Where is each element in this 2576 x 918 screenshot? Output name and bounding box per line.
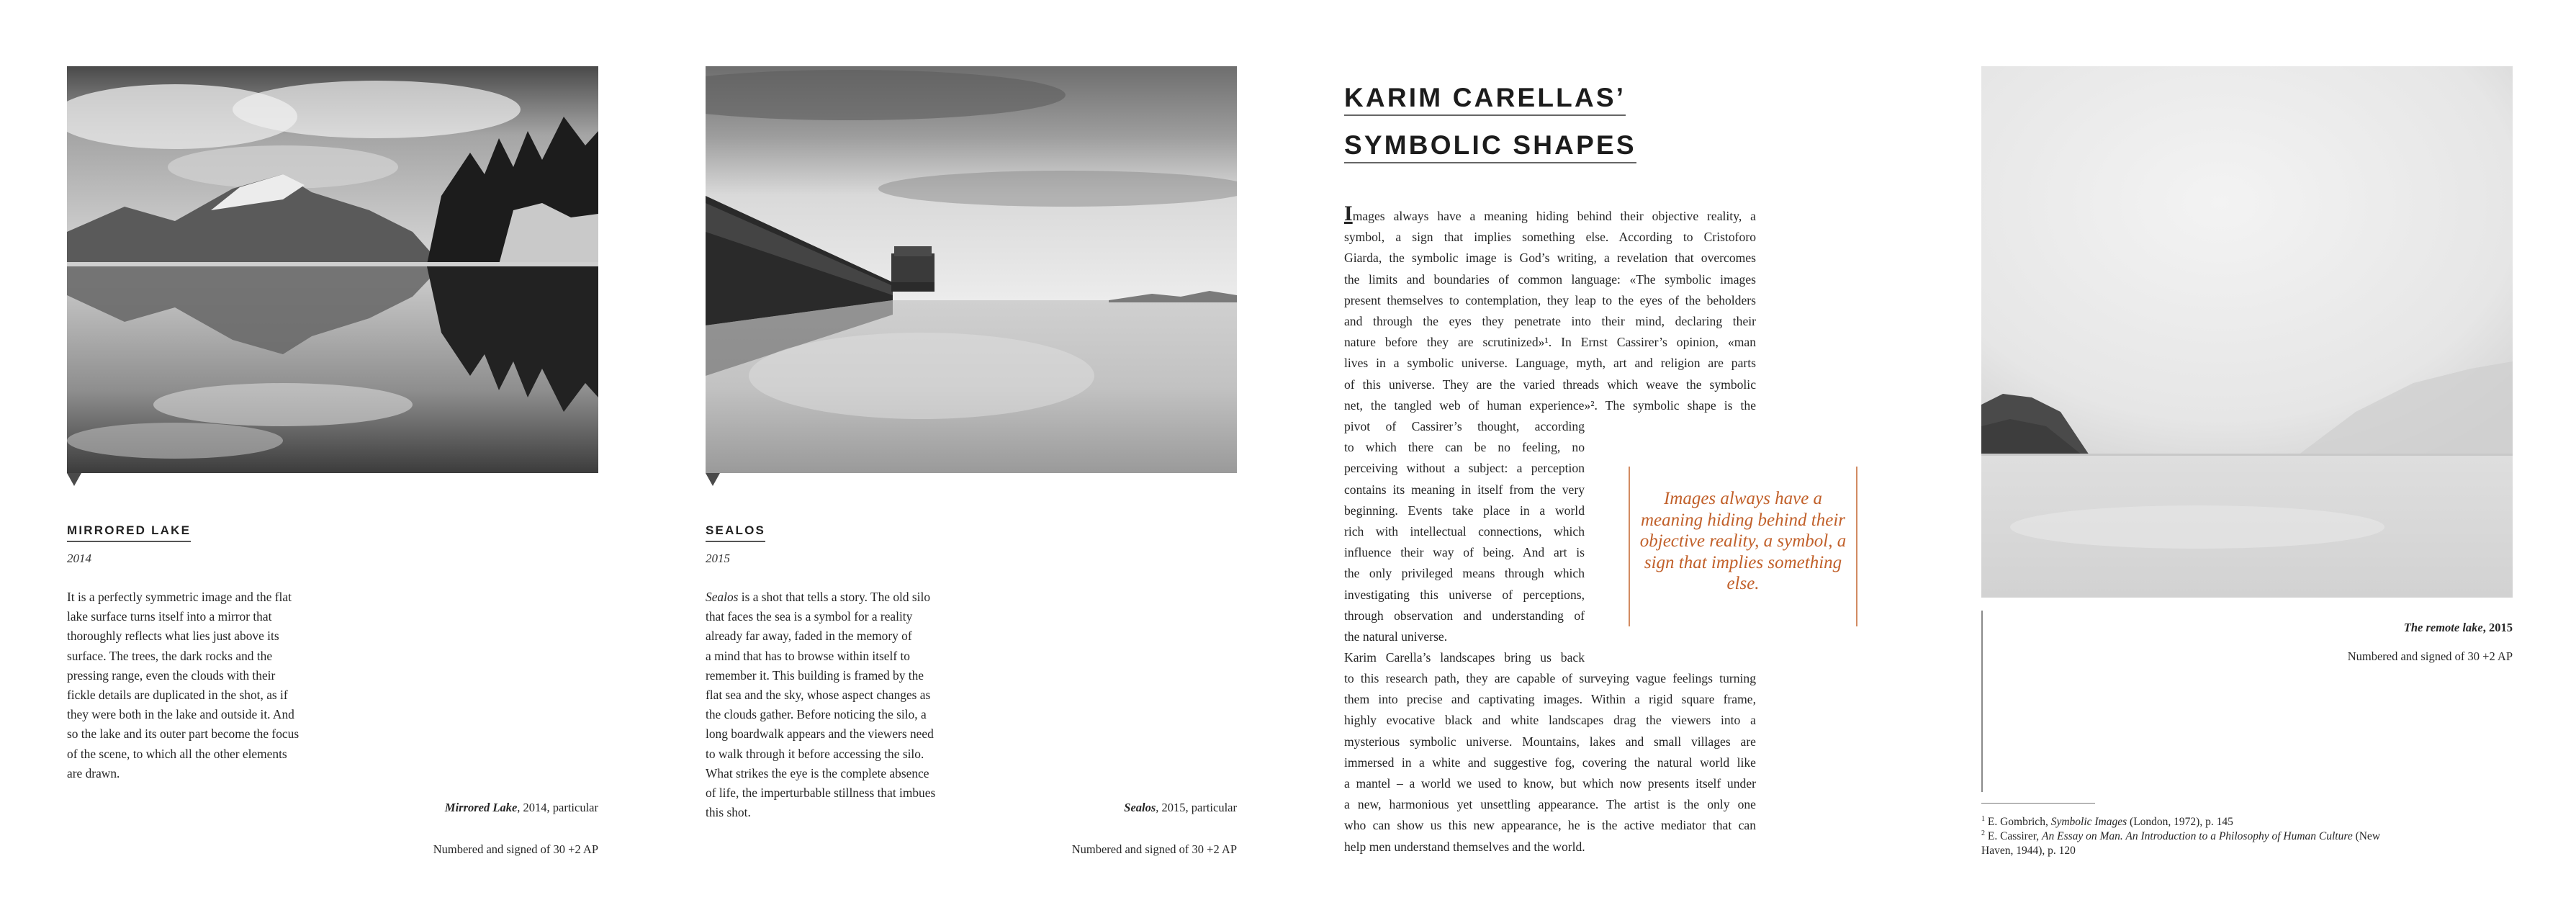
panel-description: Sealos is a shot that tells a story. The old silo that faces the sea is a symbol for a reality already far away, faded in the memory of a mind that has to browse within itself to remember it. This building is framed by the flat sea and the sky, whose aspect changes as the clouds gather. Before noticing the silo, a long boardwalk appears and the viewers need to walk through it before accessing the silo. What strikes the eye is the complete absence of life, the imperturbable stillness that imbues this shot. xyxy=(706,590,936,820)
panel-year: 2014 xyxy=(67,552,91,565)
article-paragraph-1: Images always have a meaning hiding behind their objective reality, a symbol, a sign that implies something else. According to Cristoforo Giarda, the symbolic image is God’s writing, a revelation that overcomes the limits and boundaries of common language: «The symbolic images present themselves to contemplation, they leap to the eyes of the beholders and through the eyes they penetrate into their mind, declaring their nature before they are scrutinized»¹. In Ernst Cassirer’s opinion, «man lives in a symbolic universe. Language, myth, art and religion are parts of this universe. They are the varied threads which weave the symbolic net, the tangled web of human experience»². The symbolic shape is the xyxy=(1344,202,1756,413)
article-title-line2: SYMBOLIC SHAPES xyxy=(1344,129,1636,163)
remote-edition: Numbered and signed of 30 +2 AP xyxy=(2347,649,2513,663)
panel-credit: Sealos, 2015, particular xyxy=(1124,801,1237,814)
panel-title: SEALOS xyxy=(706,523,765,542)
footnote-divider xyxy=(1981,803,2095,804)
remote-lake-photo xyxy=(1981,66,2513,598)
sealos-photo xyxy=(706,66,1237,473)
footnote-1: $^1$ E. Gombrich, Symbolic Images (London, 1972), p. 145 xyxy=(1981,815,2233,829)
photo-pointer xyxy=(67,473,81,486)
mirrored-lake-photo xyxy=(67,66,598,473)
panel-credit: Mirrored Lake, 2014, particular xyxy=(444,801,598,814)
photo-pointer xyxy=(706,473,720,486)
article-title-line1: KARIM CARELLAS’ xyxy=(1344,81,1626,116)
panel-year: 2015 xyxy=(706,552,730,565)
remote-credit: The remote lake, 2015 xyxy=(2403,621,2513,634)
panel-title: MIRRORED LAKE xyxy=(67,523,191,542)
article-title xyxy=(1344,74,1636,169)
caption-rule xyxy=(1981,611,1983,792)
pull-quote: Images always have a meaning hiding behind their objective reality, a symbol, a sign that implies something else. xyxy=(1629,467,1857,626)
footnote-2: $^2$ E. Cassirer, An Essay on Man. An Introduction to a Philosophy of Human Culture (New Haven, 1944), p. 120 xyxy=(1981,829,2381,858)
panel-edition: Numbered and signed of 30 +2 AP xyxy=(1071,842,1237,856)
drop-cap: I xyxy=(1344,202,1353,225)
panel-edition: Numbered and signed of 30 +2 AP xyxy=(433,842,598,856)
article-paragraph-1-continued: pivot of Cassirer’s thought, according to which there can be no feeling, no perceiving without a subject: a perception contains its meaning in itself from the very beginning. Events take place in a world rich with intellectual connections, which influence their way of being. And art is the only privileged means through which investigating this universe of perceptions, through observation and understanding of the natural universe. Karim Carella’s landscapes bring us back xyxy=(1344,419,1585,665)
panel-description: It is a perfectly symmetric image and the flat lake surface turns itself into a mirror that thoroughly reflects what lies just above its surface. The trees, the dark rocks and the pressing range, even the clouds with their fickle details are duplicated in the shot, as if they were both in the lake and outside it. And so the lake and its outer part become the focus of the scene, to which all the other elements are drawn. xyxy=(67,590,300,780)
article-paragraph-2: to this research path, they are capable of surveying vague feelings turning them into precise and captivating images. Within a rigid square frame, highly evocative black and white landscapes drag the viewers into a mysterious symbolic universe. Mountains, lakes and small villages are immersed in a white and suggestive fog, covering the natural world like a mantel – a world we used to know, but which now presents itself under a new, harmonious yet unsettling appearance. The artist is the only one who can show us this new appearance, he is the active mediator that can help men understand themselves and the world. xyxy=(1344,671,1756,854)
